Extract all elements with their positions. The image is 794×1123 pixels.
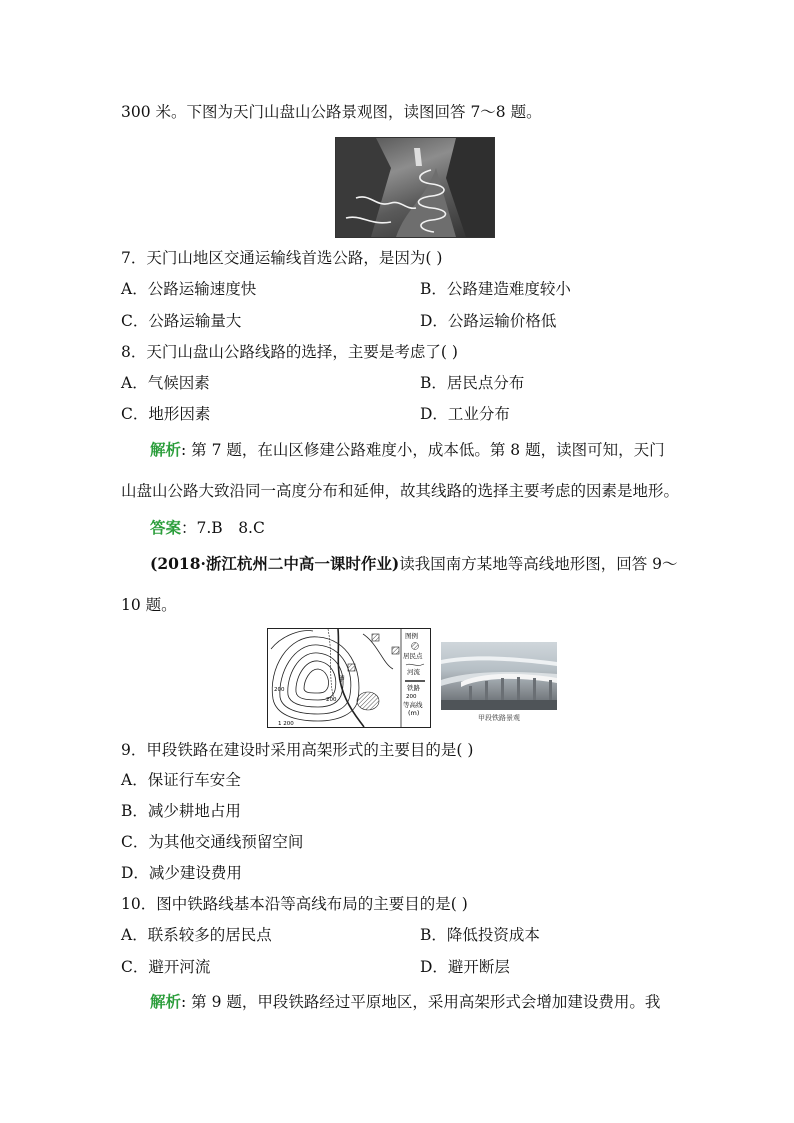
question-7-option-b: B．公路建造难度较小	[420, 280, 571, 298]
legend-unit: (m)	[408, 709, 420, 717]
legend-settlement: 居民点	[403, 652, 423, 660]
analysis-label-2: 解析	[150, 992, 182, 1011]
answer-text: ：7.B 8.C	[181, 519, 265, 537]
question-9-option-d: D．减少建设费用	[121, 864, 242, 882]
source-line-continued: 10 题。	[121, 596, 177, 614]
analysis-label: 解析	[150, 440, 182, 459]
contour-label-200-a: 200	[326, 697, 337, 703]
question-7: 7．天门山地区交通运输线首选公路，是因为( )	[121, 249, 443, 267]
analysis-text-2: : 第 9 题，甲段铁路经过平原地区，采用高架形式会增加建设费用。我	[181, 993, 661, 1011]
question-10-option-a: A．联系较多的居民点	[121, 926, 272, 944]
elevated-railway-illustration	[441, 642, 557, 710]
answer-7-8	[150, 518, 265, 538]
question-7-option-c: C．公路运输量大	[121, 312, 242, 330]
question-9-option-b: B．减少耕地占用	[121, 802, 241, 820]
answer-label: 答案	[150, 518, 182, 537]
analysis-7-8-continued: 山盘山公路大致沿同一高度分布和延伸，故其线路的选择主要考虑的因素是地形。	[121, 482, 680, 500]
contour-label-200-b: 200	[274, 687, 285, 693]
mountain-road-photo	[335, 137, 495, 238]
question-7-option-d: D．公路运输价格低	[420, 312, 557, 330]
label-jia: 甲	[338, 675, 345, 683]
intro-line: 300 米。下图为天门山盘山公路景观图，读图回答 7～8 题。	[121, 103, 542, 121]
legend-contour: 等高线	[403, 701, 423, 709]
question-8-option-d: D．工业分布	[420, 405, 510, 423]
legend-title: 图例	[405, 632, 418, 640]
legend-contour-value: 200	[406, 694, 417, 700]
question-9-option-a: A．保证行车安全	[121, 771, 241, 789]
source-line	[150, 554, 678, 574]
elevated-railway-photo	[441, 642, 557, 710]
question-8-option-c: C．地形因素	[121, 405, 211, 423]
question-10-option-b: B．降低投资成本	[420, 926, 540, 944]
analysis-9-10	[150, 992, 660, 1012]
question-10-option-c: C．避开河流	[121, 958, 211, 976]
contour-map-drawing	[268, 629, 430, 727]
contour-label-1200: 1 200	[278, 721, 294, 727]
question-9-option-c: C．为其他交通线预留空间	[121, 833, 304, 851]
question-8-option-a: A．气候因素	[121, 374, 210, 392]
question-7-option-a: A．公路运输速度快	[121, 280, 257, 298]
question-10: 10．图中铁路线基本沿等高线布局的主要目的是( )	[121, 895, 468, 913]
question-10-option-d: D．避开断层	[420, 958, 510, 976]
source-reference: (2018·浙江杭州二中高一课时作业)	[150, 554, 400, 573]
question-9: 9．甲段铁路在建设时采用高架形式的主要目的是( )	[121, 741, 474, 759]
question-8: 8．天门山盘山公路线路的选择，主要是考虑了( )	[121, 343, 458, 361]
legend-railway: 铁路	[407, 684, 420, 692]
mountain-road-illustration	[336, 138, 494, 237]
analysis-text: : 第 7 题，在山区修建公路难度小，成本低。第 8 题，读图可知，天门	[181, 441, 665, 459]
bridge-caption: 甲段铁路景观	[478, 714, 520, 722]
source-text: 读我国南方某地等高线地形图，回答 9～	[399, 555, 678, 573]
question-8-option-b: B．居民点分布	[420, 374, 525, 392]
analysis-7-8	[150, 440, 665, 460]
contour-map	[267, 628, 431, 728]
legend-river: 河流	[407, 668, 420, 676]
